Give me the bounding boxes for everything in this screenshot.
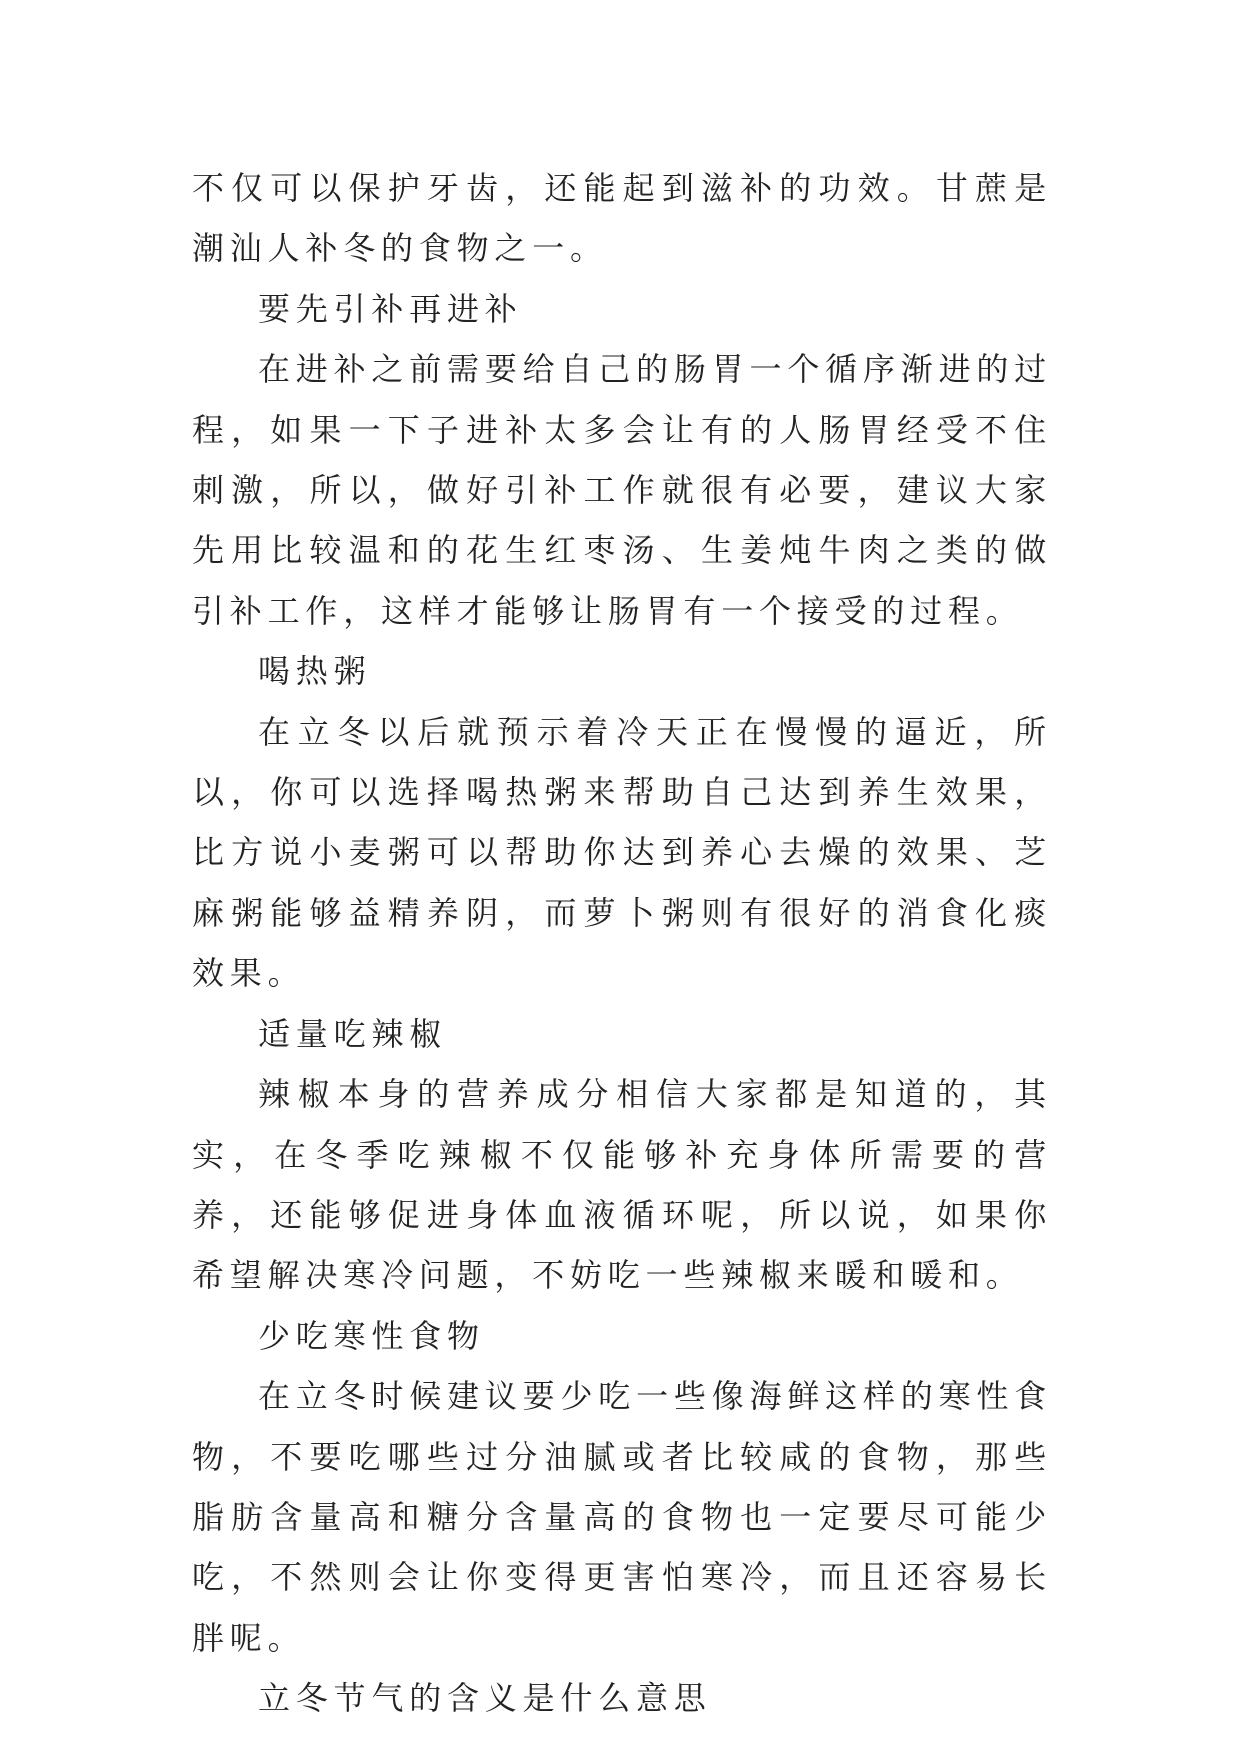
- section-heading-hot-porridge: 喝热粥: [258, 652, 372, 691]
- document-body: [192, 158, 1052, 1729]
- paragraph-hot-porridge: 在立冬以后就预示着冷天正在慢慢的逼近，所以，你可以选择喝热粥来帮助自己达到养生效果，比方说小麦粥可以帮助你达到养心去燥的效果、芝麻粥能够益精养阴，而萝卜粥则有很好的消食化痰效果。: [192, 712, 1052, 993]
- paragraph-sugarcane-continuation: 不仅可以保护牙齿，还能起到滋补的功效。甘蔗是潮汕人补冬的食物之一。: [192, 169, 1052, 268]
- paragraph-warm-up-tonic: 在进补之前需要给自己的肠胃一个循序渐进的过程，如果一下子进补太多会让有的人肠胃经受不住刺激，所以，做好引补工作就很有必要，建议大家先用比较温和的花生红枣汤、生姜炖牛肉之类的做引补工作，这样才能够让肠胃有一个接受的过程。: [192, 350, 1052, 630]
- paragraph-chili: 辣椒本身的营养成分相信大家都是知道的，其实，在冬季吃辣椒不仅能够补充身体所需要的营养，还能够促进身体血液循环呢，所以说，如果你希望解决寒冷问题，不妨吃一些辣椒来暖和暖和。: [192, 1075, 1052, 1295]
- paragraph-cold-foods: 在立冬时候建议要少吃一些像海鲜这样的寒性食物，不要吃哪些过分油腻或者比较咸的食物，那些脂肪含量高和糖分含量高的食物也一定要尽可能少吃，不然则会让你变得更害怕寒冷，而且还容易长胖呢。: [192, 1377, 1052, 1657]
- section-heading-lidong-meaning: 立冬节气的含义是什么意思: [258, 1679, 712, 1718]
- section-heading-cold-foods: 少吃寒性食物: [258, 1316, 485, 1355]
- section-heading-chili: 适量吃辣椒: [258, 1014, 448, 1053]
- section-heading-warm-up-tonic: 要先引补再进补: [258, 289, 523, 328]
